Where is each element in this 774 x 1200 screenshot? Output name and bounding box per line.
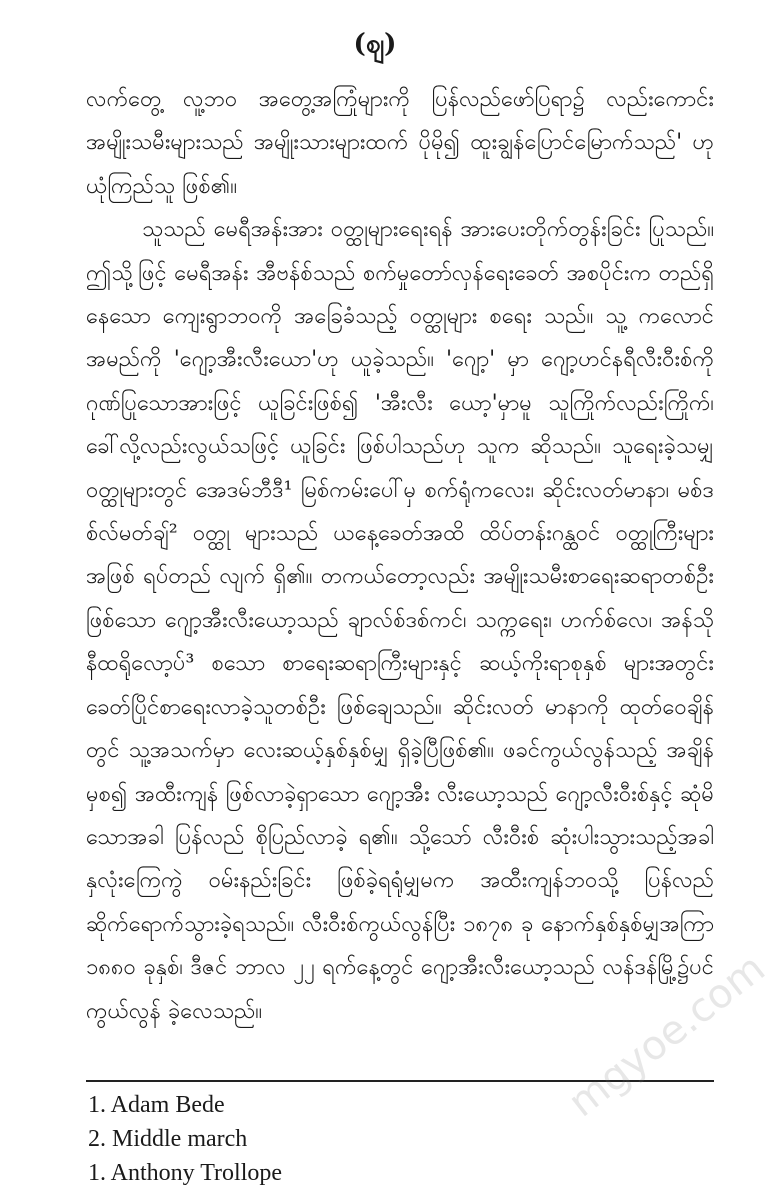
footnote-3: 1. Anthony Trollope — [88, 1160, 283, 1186]
page-number: (ဈ) — [353, 29, 397, 59]
paragraph-continued: လက်တွေ့ လူ့ဘဝ အတွေ့အကြုံများကို ပြန်လည်ဖော်ပြရာ၌ လည်းကောင်း အမျိုးသမီးများသည် အမျိုးသားများထက် ပိုမို၍ ထူးချွန်ပြောင်မြောက်သည်' ဟု ယုံကြည်သူ ဖြစ်၏။ — [86, 87, 714, 199]
footnote-2: 2. Middle march — [88, 1126, 248, 1152]
watermark: mgyoe.com — [560, 945, 774, 1127]
paragraph-main: သူသည် မေရီအန်းအား ဝတ္ထုများရေးရန် အားပေးတိုက်တွန်းခြင်း ပြုသည်။ ဤသို့ဖြင့် မေရီအန်း အီဗန်စ်သည် စက်မှုတော်လှန်ရေးခေတ် အစပိုင်းက တည်ရှိနေသော ကျေးရွာဘဝကို အခြေခံသည့် ဝတ္ထုများ စရေး သည်။ သူ့ ကလောင်အမည်ကို 'ဂျော့အီးလီးယော'ဟု ယူခဲ့သည်။ 'ဂျော့' မှာ ဂျော့ဟင်နရီလီးဝီးစ်ကို ဂုဏ်ပြုသောအားဖြင့် ယူခြင်းဖြစ်၍ 'အီးလီး ယော့'မှာမူ သူကြိုက်လည်းကြိုက်၊ ခေါ်လို့လည်းလွယ်သဖြင့် ယူခြင်း ဖြစ်ပါသည်ဟု သူက ဆိုသည်။ သူရေးခဲ့သမျှဝတ္ထုများတွင် အေဒမ်ဘီဒီ¹ မြစ်ကမ်းပေါ်မှ စက်ရုံကလေး၊ ဆိုင်းလတ်မာနာ၊ မစ်ဒစ်လ်မတ်ချ်² ဝတ္ထု များသည် ယနေ့ခေတ်အထိ ထိပ်တန်းဂန္ထဝင် ဝတ္ထုကြီးများအဖြစ် ရပ်တည် လျက် ရှိ၏။ တကယ်တော့လည်း အမျိုးသမီးစာရေးဆရာတစ်ဦးဖြစ်သော ဂျော့အီးလီးယော့သည် ချာလ်စ်ဒစ်ကင်၊ သက္ကရေး၊ ဟက်စ်လေ၊ အန်သိုနီထရိုလော့ပ်³ စသော စာရေးဆရာကြီးများနှင့် ဆယ့်ကိုးရာစုနှစ် များအတွင်း ခေတ်ပြိုင်စာရေးလာခဲ့သူတစ်ဦး ဖြစ်ချေသည်။ ဆိုင်းလတ် မာနာကို ထုတ်ဝေချိန်တွင် သူ့အသက်မှာ လေးဆယ့်နှစ်နှစ်မျှ ရှိခဲ့ပြီဖြစ်၏။ ဖခင်ကွယ်လွန်သည့် အချိန်မှစ၍ အထီးကျန် ဖြစ်လာခဲ့ရှာသော ဂျော့အီး လီးယော့သည် ဂျော့လီးဝီးစ်နှင့် ဆုံမိသောအခါ ပြန်လည် စိုပြည်လာခဲ့ ရ၏။ သို့သော် လီးဝီးစ် ဆုံးပါးသွားသည့်အခါ နှလုံးကြေကွဲ ဝမ်းနည်းခြင်း ဖြစ်ခဲ့ရရုံမျှမက အထီးကျန်ဘဝသို့ ပြန်လည်ဆိုက်ရောက်သွားခဲ့ရသည်။ လီးဝီးစ်ကွယ်လွန်ပြီး ၁၈၇၈ ခု နောက်နှစ်နှစ်မျှအကြာ ၁၈၈၀ ခုနှစ်၊ ဒီဇင် ဘာလ ၂၂ ရက်နေ့တွင် ဂျော့အီးလီးယော့သည် လန်ဒန်မြို့၌ပင် ကွယ်လွန် ခဲ့လေသည်။ — [86, 217, 714, 1024]
body-text — [86, 78, 714, 1033]
footnote-1: 1. Adam Bede — [88, 1092, 225, 1118]
